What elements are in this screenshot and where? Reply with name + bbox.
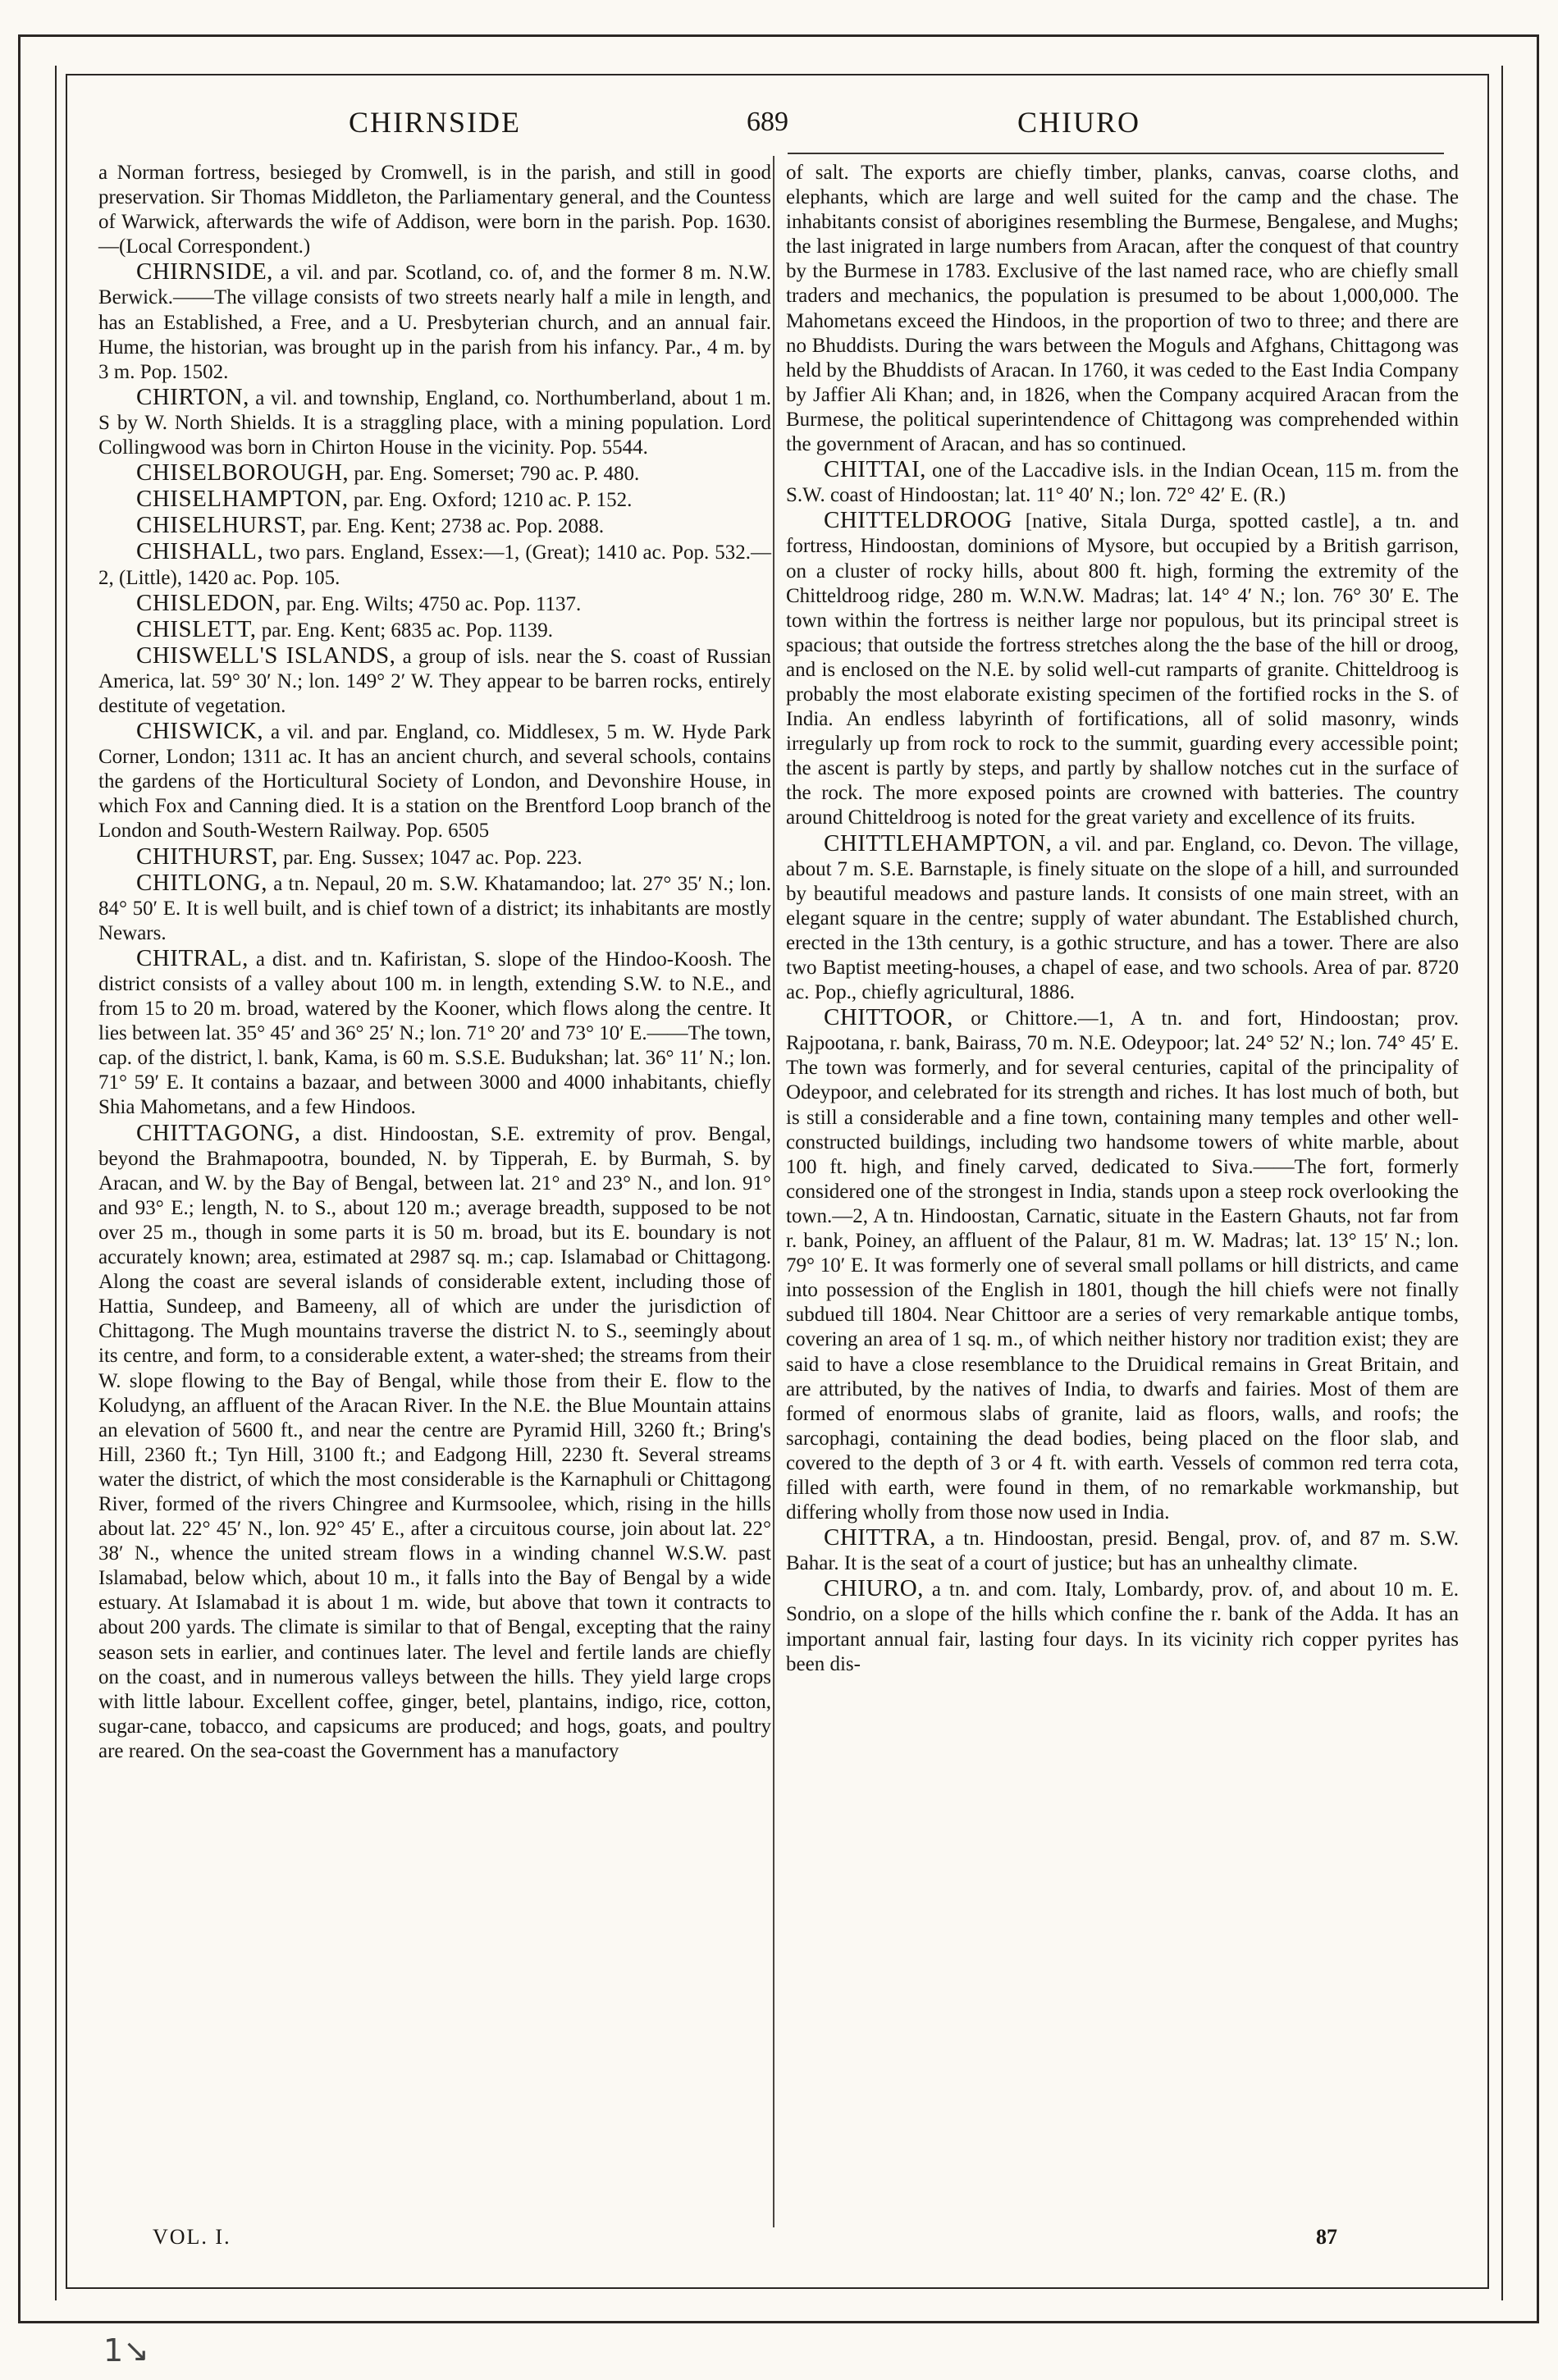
headword: CHISELHAMPTON, [136, 486, 349, 513]
entry-chishall [98, 539, 771, 590]
right-column [786, 161, 1459, 1677]
entry-chittagong [98, 1121, 771, 1764]
entry-chiuro [786, 1576, 1459, 1676]
entry-chithurst [98, 844, 771, 870]
entry-text: par. Eng. Wilts; 4750 ac. Pop. 1137. [281, 592, 582, 615]
border-rule-right [1501, 66, 1503, 2300]
headword: CHIURO, [824, 1575, 924, 1602]
entry-chitteldroog [786, 508, 1459, 830]
headword: CHIRTON, [136, 383, 249, 410]
signature-mark: 87 [1316, 2225, 1337, 2249]
entry-text: par. Eng. Oxford; 1210 ac. P. 152. [348, 489, 633, 512]
column-divider [773, 156, 774, 2227]
left-column [98, 161, 771, 1764]
header-right-title: CHIURO [1017, 106, 1141, 139]
headword: CHISLETT, [136, 615, 257, 642]
headword: CHITRAL, [136, 944, 249, 971]
entry-text: a vil. and par. Scotland, co. of, and the former 8 m. N.W. Berwick.——The village consists of two streets nearly half a mile in length, and has an Established, a Free, and a U. Presbyterian church, and an annual fair. Hume, the historian, was brought up in the parish from his infancy. Par., 4 m. by 3 m. Pop. 1502. [98, 262, 771, 383]
entry-chittai [786, 457, 1459, 508]
entry-chitlong [98, 870, 771, 946]
header-rule [788, 153, 1444, 154]
entry-chirnside [98, 259, 771, 384]
headword: CHITHURST, [136, 843, 278, 870]
headword: CHITTRA, [824, 1524, 936, 1551]
page-number: 689 [747, 107, 788, 137]
entry-text: a Norman fortress, besieged by Cromwell, is in the parish, and still in good preservation. Sir Thomas Middleton, the Parliamentary general, and the Countess of Warwick, afterwards the wife of Addison, were born in the parish. Pop. 1630.—(Local Correspondent.) [98, 162, 771, 258]
entry-chitral [98, 946, 771, 1121]
entry-text: a vil. and township, England, co. Northumberland, about 1 m. S by W. North Shields. It is a straggling place, with a mining population. Lord Collingwood was born in Chirton House in the vicinity. Pop. 5544. [98, 386, 771, 459]
entry-text: a dist. Hindoostan, S.E. extremity of prov. Bengal, beyond the Brahmapootra, bounded, N. by Tipperah, E. by Burmah, S. by Aracan, and W. by the Bay of Bengal, between lat. 21° and 23° N., and lon. 91° and 93° E.; length, N. to S., about 120 m.; average breadth, supposed to be not over 25 m., though in some parts it is 50 m. broad, but its E. boundary is not accurately known; area, estimated at 2987 sq. m.; cap. Islamabad or Chittagong. Along the coast are several islands of considerable extent, including those of Hattia, Sundeep, and Bameeny, all of which are under the jurisdiction of Chittagong. The Mugh mountains traverse the district N. to S., seemingly about its centre, and form, to a considerable extent, a water-shed; the streams from their W. slope flowing to the Bay of Bengal, while those from their E. flow to the Koludyng, an affluent of the Aracan River. In the N.E. the Blue Mountain attains an elevation of 5600 ft., and near the centre are Pyramid Hill, 3260 ft.; Bring's Hill, 2360 ft.; Tyn Hill, 3100 ft.; and Eadgong Hill, 2230 ft. Several streams water the district, of which the most considerable is the Karnaphuli or Chittagong River, formed of the rivers Chingree and Kurmsoolee, which, rising in the hills about lat. 22° 45′ N., lon. 92° 45′ E., after a circuitous course, join about lat. 22° 38′ N., whence the united stream flows in a winding channel W.S.W. past Islamabad, below which, about 10 m., it falls into the Bay of Bengal by a wide estuary. At Islamabad it is about 1 m. wide, but above that town it contracts to about 200 yards. The climate is similar to that of Bengal, excepting that the rainy season sets in earlier, and continues later. The level and fertile lands are chiefly on the coast, and in numerous valleys between the hills. They yield large crops with little labour. Excellent coffee, ginger, betel, plantains, indigo, rice, cotton, sugar-cane, tobacco, and capsicums are produced; and hogs, goats, and poultry are reared. On the sea-coast the Government has a manufactory [98, 1122, 771, 1762]
entry-text: two pars. England, Essex:—1, (Great); 1410 ac. Pop. 532.—2, (Little), 1420 ac. Pop. 105. [98, 541, 771, 589]
entry-text: one of the Laccadive isls. in the Indian Ocean, 115 m. from the S.W. coast of Hindoostan; lat. 11° 40′ N.; lon. 72° 42′ E. (R.) [786, 459, 1459, 507]
headword: CHISHALL, [136, 538, 264, 565]
entry-continued [98, 161, 771, 259]
entry-text: par. Eng. Sussex; 1047 ac. Pop. 223. [277, 846, 583, 869]
headword: CHITTLEHAMPTON, [824, 829, 1053, 857]
entry-chislett [98, 617, 771, 643]
headword: CHITTOOR, [824, 1004, 953, 1031]
headword: CHIRNSIDE, [136, 258, 273, 286]
entry-chisledon [98, 591, 771, 617]
border-rule-left [55, 66, 57, 2300]
headword: CHISWELL'S ISLANDS, [136, 642, 396, 669]
header-left-title: CHIRNSIDE [349, 106, 522, 139]
headword: CHITTAI, [824, 456, 926, 483]
entry-chiswick [98, 719, 771, 843]
entry-text: a vil. and par. England, co. Middlesex, 5 m. W. Hyde Park Corner, London; 1311 ac. It has an ancient church, and several schools, contains the gardens of the Horticultural Society of London, and Devonshire House, in which Fox and Canning died. It is a station on the Brentford Loop branch of the London and South-Western Railway. Pop. 6505 [98, 721, 771, 843]
headword: CHISELBOROUGH, [136, 459, 350, 487]
headword: CHISWICK, [136, 718, 264, 745]
entry-text: [native, Sitala Durga, spotted castle], a tn. and fortress, Hindoostan, dominions of Mysore, but occupied by a British garrison, on a cluster of rocky hills, about 800 ft. high, forming the extremity of the Chitteldroog ridge, 280 m. W.N.W. Madras; lat. 14° 4′ N.; lon. 76° 30′ E. The town within the fortress is neither large nor populous, but its principal street is spacious; that outside the fortress stretches along the the base of the hill or droog, and is enclosed on the N.E. by solid well-cut ramparts of granite. Chitteldroog is probably the most elaborate existing specimen of the fortified rocks in the S. of India. An endless labyrinth of fortifications, all of solid masonry, winds irregularly up from rock to rock to the summit, guarding every accessible point; the ascent is partly by steps, and partly by shallow notches cut in the surface of the rock. The more exposed points are crowned with batteries. The country around Chitteldroog is noted for the great variety and excellence of its fruits. [786, 510, 1459, 829]
entry-text: par. Eng. Kent; 2738 ac. Pop. 2088. [306, 515, 605, 538]
running-header [98, 105, 1444, 141]
headword: CHISLEDON, [136, 589, 281, 616]
entry-text: par. Eng. Somerset; 790 ac. P. 480. [349, 463, 640, 486]
entry-chiswells-islands [98, 643, 771, 719]
entry-text: a vil. and par. England, co. Devon. The village, about 7 m. S.E. Barnstaple, is finely situate on the slope of a hill, and surrounded by beautiful meadows and pasture lands. It consists of one main street, with an elegant square in the centre; supply of water abundant. The Established church, erected in the 13th century, is a gothic structure, and has a tower. There are also two Baptist meeting-houses, a chapel of ease, and two schools. Area of par. 8720 ac. Pop., chiefly agricultural, 1886. [786, 833, 1459, 1004]
entry-text: a dist. and tn. Kafiristan, S. slope of the Hindoo-Koosh. The district consists of a valley about 100 m. in length, extending S.W. to N.E., and from 15 to 20 m. broad, watered by the Kooner, which flows along the centre. It lies between lat. 35° 45′ and 36° 25′ N.; lon. 71° 20′ and 73° 10′ E.——The town, cap. of the district, l. bank, Kama, is 60 m. S.S.E. Budukshan; lat. 36° 11′ N.; lon. 71° 59′ E. It contains a bazaar, and between 3000 and 4000 inhabitants, chiefly Shia Mahometans, and a few Hindoos. [98, 948, 771, 1119]
entry-text: a tn. and com. Italy, Lombardy, prov. of, and about 10 m. E. Sondrio, on a slope of the hills which confine the r. bank of the Adda. It has an important annual fair, lasting four days. In its vicinity rich copper pyrites has been dis- [786, 1578, 1459, 1675]
headword: CHITTAGONG, [136, 1119, 301, 1146]
headword: CHITLONG, [136, 869, 267, 896]
entry-chittlehampton [786, 831, 1459, 1006]
entry-text: of salt. The exports are chiefly timber, planks, canvas, coarse cloths, and elephants, which are large and well suited for the camp and the chase. The inhabitants consist of aborigines resembling the Burmese, Bengalese, and Mughs; the last inigrated in large numbers from Aracan, after the conquest of that country by the Burmese in 1783. Exclusive of the last named race, who are chiefly small traders and mechanics, the population is presumed to be about 1,000,000. The Mahometans exceed the Hindoos, in the proportion of two to three; and there are no Bhuddists. During the wars between the Moguls and Afghans, Chittagong was held by the Bhuddists of Aracan. In 1760, it was ceded to the East India Company by Jaffier Ali Khan; and, in 1826, when the Company acquired Aracan from the Burmese, the political superintendence of Chittagong was comprehended within the government of Aracan, and has so continued. [786, 162, 1459, 456]
entry-text: a tn. Nepaul, 20 m. S.W. Khatamandoo; lat. 27° 35′ N.; lon. 84° 50′ E. It is well built, and is chief town of a district; its inhabitants are mostly Newars. [98, 872, 771, 944]
entry-text: par. Eng. Kent; 6835 ac. Pop. 1139. [256, 619, 554, 642]
entry-chittra [786, 1525, 1459, 1576]
headword: CHISELHURST, [136, 512, 307, 539]
entry-chirton [98, 385, 771, 460]
volume-label: VOL. I. [153, 2225, 231, 2249]
entry-text: a tn. Hindoostan, presid. Bengal, prov. of, and 87 m. S.W. Bahar. It is the seat of a court of justice; but has an unhealthy climate. [786, 1528, 1459, 1575]
entry-text: or Chittore.—1, A tn. and fort, Hindoostan; prov. Rajpootana, r. bank, Bairass, 70 m. N.E. Odeypoor; lat. 24° 52′ N.; lon. 74° 45′ E. The town was formerly, and for several centuries, capital of the principality of Odeypoor, and celebrated for its strength and riches. It has lost much of both, but is still a considerable and a fine town, containing many temples and other well-constructed buildings, including two handsome towers of white marble, about 100 ft. high, and finely carved, dedicated to Siva.——The fort, formerly considered one of the strongest in India, stands upon a steep rock overlooking the town.—2, A tn. Hindoostan, Carnatic, situate in the Eastern Ghauts, not far from r. bank, Poiney, an affluent of the Palaur, 81 m. W. Madras; lat. 13° 15′ N.; lon. 79° 10′ E. It was formerly one of several small pollams or hill districts, and came into possession of the English in 1801, though the hill chiefs were not finally subdued till 1804. Near Chittoor are a series of very remarkable antique tombs, covering an area of 1 sq. m., of which neither history nor tradition exist; they are said to have a close resemblance to the Druidical remains in Great Britain, and are attributed, by the natives of India, to dwarfs and fairies. Most of them are formed of enormous slabs of granite, laid as floors, walls, and roofs; the sarcophagi, containing the dead bodies, being placed on the floor slab, and covered to the depth of 3 or 4 ft. with earth. Vessels of common red terra cota, filled with earth, were found in them, of no remarkable workmanship, but differing wholly from those now used in India. [786, 1007, 1459, 1524]
headword: CHITTELDROOG [824, 507, 1012, 534]
pencil-margin-note: 1↘ [103, 2332, 150, 2369]
entry-continued [786, 161, 1459, 457]
entry-chiselhurst [98, 513, 771, 539]
entry-chiselborough [98, 460, 771, 487]
entry-chittoor [786, 1005, 1459, 1525]
entry-text: a group of isls. near the S. coast of Russian America, lat. 59° 30′ N.; lon. 149° 2′ W. They appear to be barren rocks, entirely destitute of vegetation. [98, 645, 771, 717]
entry-chiselhampton [98, 487, 771, 513]
